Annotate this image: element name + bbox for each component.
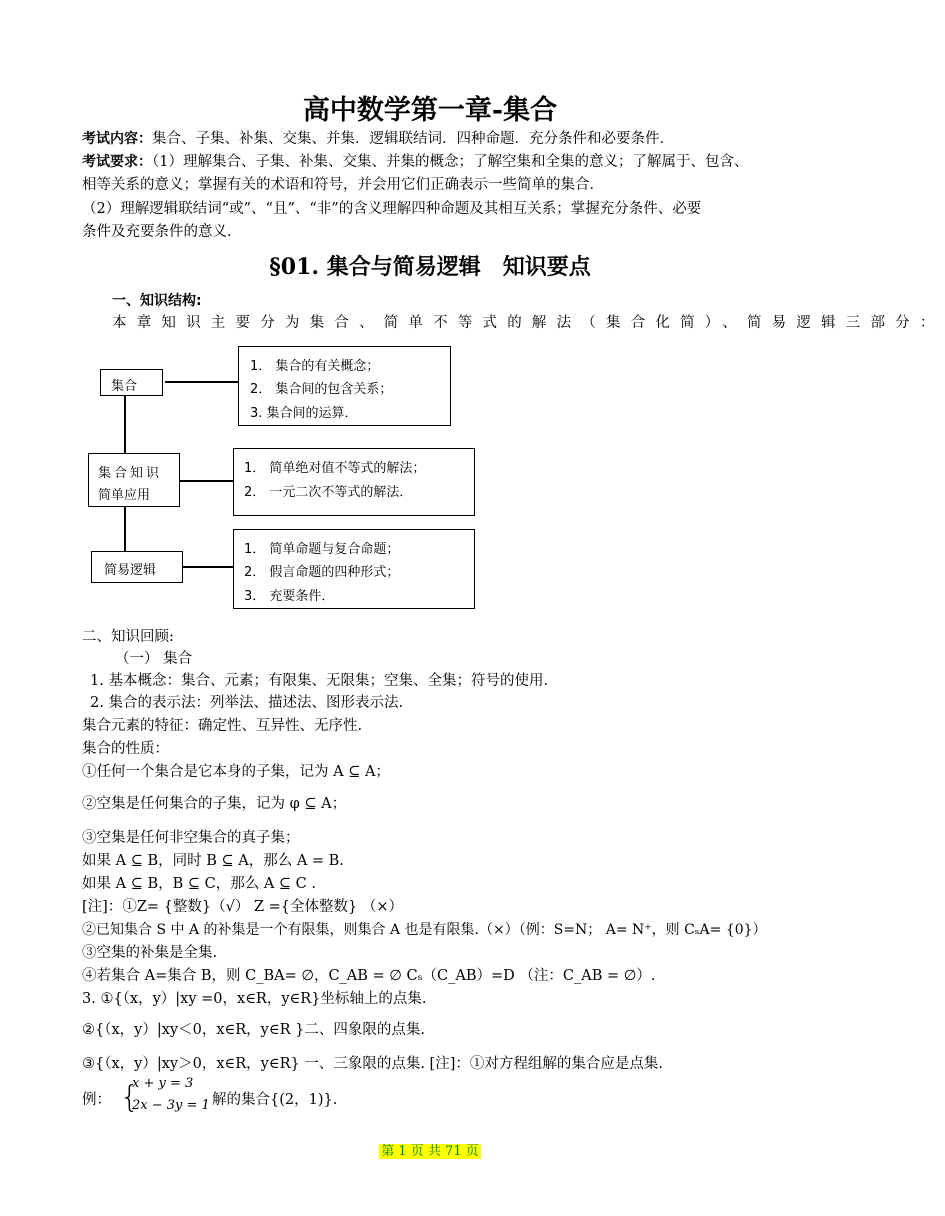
page-footer [0, 1140, 860, 1159]
box-logic-item: 1． 简单命题与复合命题； [244, 542, 400, 557]
property-5: 如果 A ⊆ B，B ⊆ C，那么 A ⊆ C . [82, 876, 316, 892]
box-sets-item: 3. 集合间的运算． [250, 406, 358, 421]
property-2: ②空集是任何集合的子集，记为 φ ⊆ A； [82, 796, 347, 812]
exam-requirement-text-2: 相等关系的意义；掌握有关的术语和符号，并会用它们正确表示一些简单的集合． [82, 177, 604, 193]
point-set-2: ②{（x，y）|xy＜0，x∈R，y∈R }二、四象限的点集. [82, 1022, 425, 1038]
connector-3 [183, 566, 233, 568]
page-number: 第 1 页 共 71 页 [381, 1144, 479, 1159]
exam-content [82, 128, 674, 150]
review-subheading: （一） 集合 [115, 651, 193, 667]
exam-content-text: 集合、子集、补集、交集、并集．逻辑联结词．四种命题．充分条件和必要条件． [152, 131, 674, 147]
note-3: ③空集的补集是全集. [82, 945, 218, 961]
set-properties-heading: 集合的性质： [82, 741, 169, 757]
example-result: 解的集合{(2，1)}. [212, 1092, 338, 1108]
box-sets-item: 2． 集合间的包含关系； [250, 382, 393, 397]
property-3: ③空集是任何非空集合的真子集； [82, 830, 300, 846]
connector-vertical-1 [124, 396, 126, 454]
section-title: §01. 集合与简易逻辑 知识要点 [269, 254, 591, 280]
box-logic-item: 3． 充要条件． [244, 589, 335, 604]
brace-symbol: { [120, 1080, 140, 1115]
box-inequalities-item: 2． 一元二次不等式的解法． [244, 485, 413, 500]
box-sets-topics [238, 346, 451, 426]
page-title: 高中数学第一章-集合 [302, 95, 558, 126]
property-1: ①任何一个集合是它本身的子集，记为 A ⊆ A； [82, 764, 390, 780]
structure-desc: 本章知识主要分为集合、简单不等式的解法（集合化简）、简易逻辑三部分： [112, 315, 945, 331]
node-logic [91, 551, 183, 583]
box-logic-item: 2． 假言命题的四种形式； [244, 565, 400, 580]
equation-1: x + y = 3 [132, 1076, 194, 1091]
exam-requirement-text-3: （2）理解逻辑联结词“或”、“且”、“非”的含义理解四种命题及其相互关系；掌握充分条件、必要 [82, 201, 702, 217]
node-logic-label: 简易逻辑 [104, 563, 157, 578]
box-sets-item: 1． 集合的有关概念； [250, 359, 380, 374]
review-item-1: 1. 基本概念：集合、元素；有限集、无限集；空集、全集；符号的使用. [90, 673, 549, 689]
node-applications-line-1: 集合知识 [98, 466, 163, 481]
connector-1 [165, 381, 238, 383]
note-2: ②已知集合 S 中 A 的补集是一个有限集，则集合 A 也是有限集.（×）（例：S=N； A= N⁺，则 CₛA= {0}） [82, 922, 767, 938]
element-features: 集合元素的特征：确定性、互异性、无序性. [82, 718, 363, 734]
point-set-3: ③{（x，y）|xy＞0，x∈R，y∈R} 一、三象限的点集. [注]：①对方程组解的集合应是点集. [82, 1056, 663, 1072]
node-applications [88, 453, 180, 507]
exam-requirement-label: 考试要求： [82, 154, 152, 170]
review-heading: 二、知识回顾: [82, 629, 174, 645]
exam-requirement-text-1: （1）理解集合、子集、补集、交集、并集的概念；了解空集和全集的意义；了解属于、包含、 [152, 154, 749, 170]
note-1: [注]：①Z= {整数}（√） Z ={全体整数} （×） [82, 899, 403, 915]
box-inequalities-topics [233, 448, 475, 516]
node-applications-line-2: 简单应用 [98, 488, 151, 503]
property-4: 如果 A ⊆ B，同时 B ⊆ A，那么 A = B. [82, 853, 344, 869]
node-sets [100, 369, 163, 396]
equation-2: 2x − 3y = 1 [132, 1098, 210, 1113]
example-label: 例： [82, 1092, 111, 1108]
point-set-1: 3. ①{（x，y）|xy =0，x∈R，y∈R}坐标轴上的点集. [82, 991, 427, 1007]
node-sets-label: 集合 [111, 379, 138, 394]
note-4: ④若集合 A=集合 B，则 C_BA= ∅，C_AB = ∅ Cₛ（C_AB）=D （注：C_AB = ∅）. [82, 968, 656, 984]
exam-requirement [82, 151, 748, 173]
exam-requirement-text-4: 条件及充要条件的意义． [82, 224, 242, 240]
connector-vertical-2 [124, 507, 126, 551]
box-logic-topics [233, 529, 475, 609]
box-inequalities-item: 1． 简单绝对值不等式的解法； [244, 461, 426, 476]
exam-content-label: 考试内容： [82, 131, 152, 147]
review-item-2: 2. 集合的表示法：列举法、描述法、图形表示法. [90, 695, 404, 711]
structure-heading: 一、知识结构: [112, 293, 202, 309]
connector-2 [180, 480, 233, 482]
